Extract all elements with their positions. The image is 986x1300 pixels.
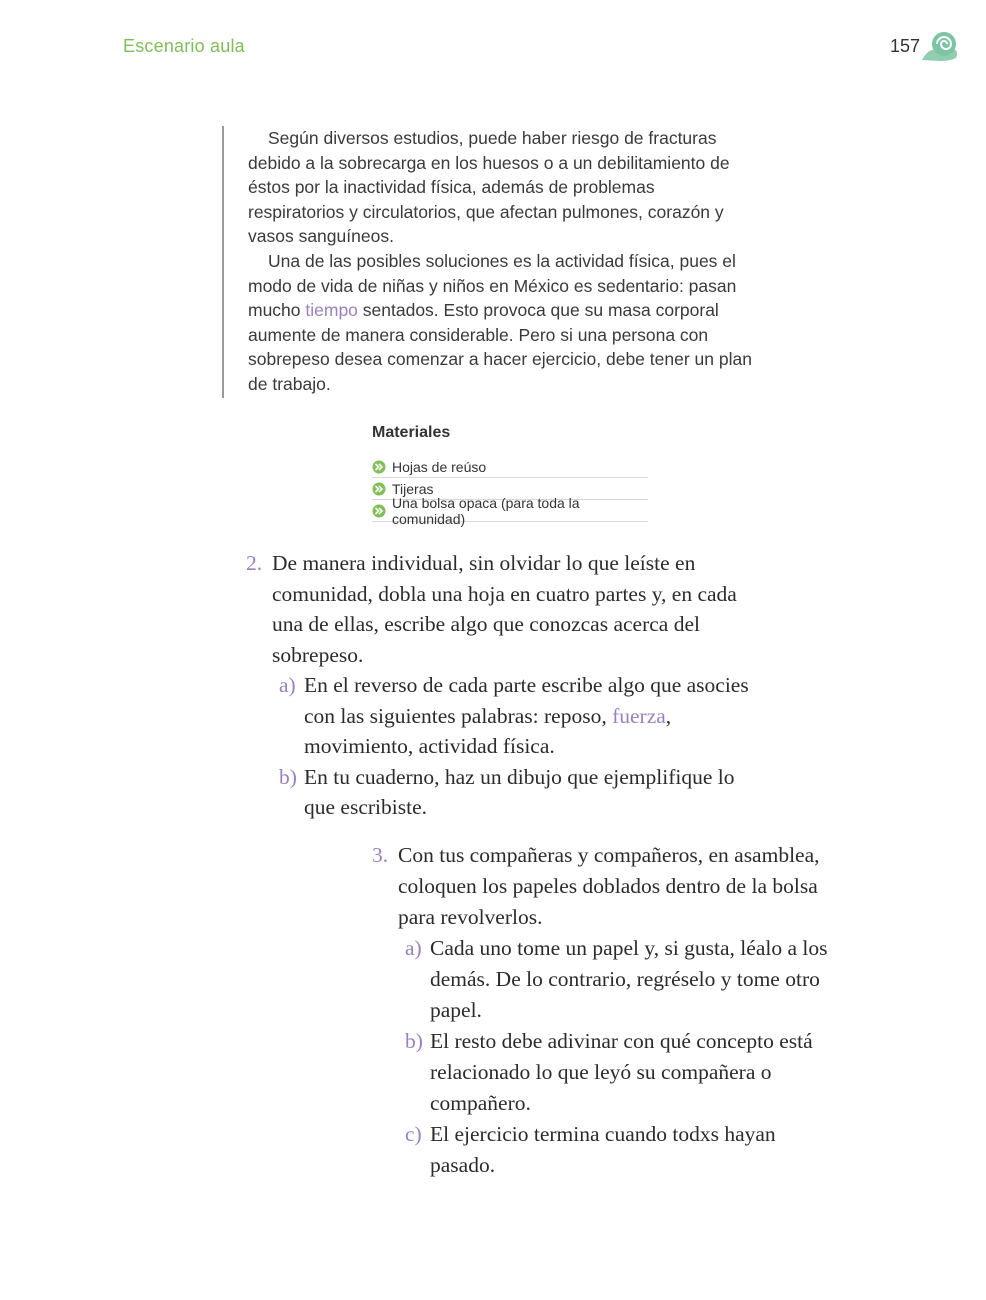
double-chevron-icon [372, 504, 386, 518]
intro-paragraph-2: Una de las posibles soluciones es la actividad física, pues el modo de vida de niñas y niños en México es sedentario: pasan mucho tiempo sentados. Esto provoca que su masa corporal aumente de manera considerable. Pero si una persona con sobrepeso desea comenzar a hacer ejercicio, debe tener un plan de trabajo. [248, 250, 752, 394]
step-text: De manera individual, sin olvidar lo que leíste en comunidad, dobla una hoja en cuatro partes y, en cada una de ellas, escribe algo que conozcas acerca del sobrepeso. [272, 551, 737, 667]
materials-title: Materiales [372, 424, 451, 441]
step-3 [372, 840, 842, 1181]
keyword-link[interactable]: tiempo [305, 300, 358, 321]
sub-marker: b) [279, 764, 297, 789]
sub-marker: a) [405, 936, 422, 960]
step-3-sub-b: b) El resto debe adivinar con qué concepto está relacionado lo que leyó su compañera o compañero. [372, 1026, 842, 1119]
step-number: 3. [372, 843, 389, 867]
step-3-main [372, 840, 842, 933]
sub-marker: c) [405, 1122, 422, 1146]
intro-paragraph-1: Según diversos estudios, puede haber riesgo de fracturas debido a la sobrecarga en los huesos o a un debilitamiento de éstos por la inactividad física, además de problemas respiratorios y circulatorios, que afectan pulmones, corazón y vasos sanguíneos. [248, 128, 730, 247]
step-3-sub-a: a) Cada uno tome un papel y, si gusta, léalo a los demás. De lo contrario, regréselo y tome otro papel. [372, 933, 842, 1026]
keyword-link[interactable]: fuerza [612, 703, 666, 728]
material-item: Tijeras [372, 478, 648, 500]
step-2-sub-a: a) En el reverso de cada parte escribe algo que asocies con las siguientes palabras: reposo, fuerza, movimiento, actividad física. [246, 670, 766, 762]
sub-marker: a) [279, 673, 296, 697]
step-3-sub-c: c) El ejercicio termina cuando todxs hayan pasado. [372, 1119, 842, 1181]
step-number: 2. [246, 551, 263, 575]
materials-box [372, 424, 648, 527]
material-item: Hojas de reúso [372, 456, 648, 478]
material-item: Una bolsa opaca (para toda la comunidad) [372, 500, 648, 522]
step-2-main [246, 548, 766, 670]
intro-quote [222, 126, 754, 398]
snail-icon [920, 30, 960, 64]
step-2-sub-b: b) En tu cuaderno, haz un dibujo que ejemplifique lo que escribiste. [246, 762, 766, 823]
section-title: Escenario aula [123, 36, 245, 56]
step-text: Con tus compañeras y compañeros, en asamblea, coloquen los papeles doblados dentro de la bolsa para revolverlos. [398, 843, 820, 929]
step-2 [246, 548, 766, 823]
page-number: 157 [890, 36, 921, 56]
double-chevron-icon [372, 460, 386, 474]
sub-marker: b) [405, 1029, 423, 1053]
double-chevron-icon [372, 482, 386, 496]
